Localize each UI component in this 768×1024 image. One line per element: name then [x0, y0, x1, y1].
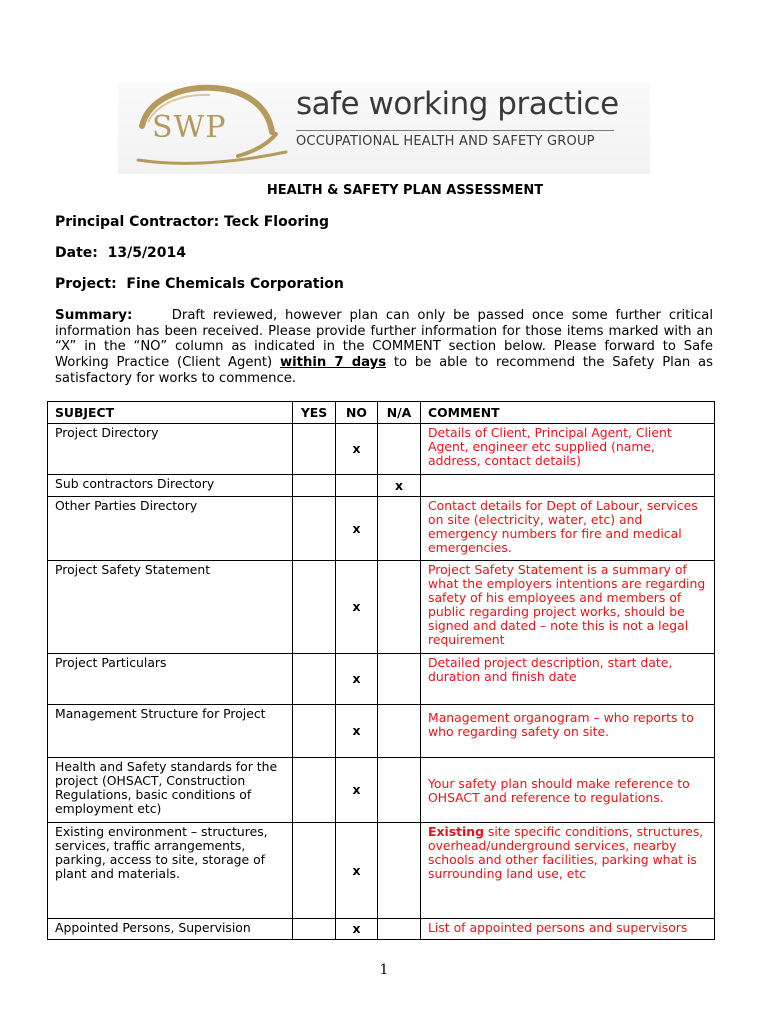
logo-title: safe working practice [296, 86, 619, 122]
table-row [48, 424, 715, 475]
row-no [336, 475, 378, 497]
date-line [55, 245, 186, 261]
header-yes: YES [293, 402, 336, 424]
row-yes [293, 919, 336, 940]
row-comment: Management organogram – who reports to who regarding safety on site. [421, 705, 715, 758]
summary-text-1: Draft reviewed, however plan can only be passed once some further critical information has been received. Please provide further information for those items marked with an “X” in the “NO” column as indicated in the COMMENT section below. Please forward to Safe Working Practice (Client Agent) [55, 308, 713, 371]
row-comment: Your safety plan should make reference to OHSACT and reference to regulations. [421, 758, 715, 823]
header-no: NO [336, 402, 378, 424]
project-label: Project: [55, 276, 117, 292]
table-row [48, 705, 715, 758]
date-value: 13/5/2014 [107, 245, 187, 261]
row-no: x [336, 705, 378, 758]
row-no: x [336, 561, 378, 654]
row-yes [293, 497, 336, 561]
row-subject: Sub contractors Directory [48, 475, 293, 497]
row-no: x [336, 823, 378, 919]
row-comment: Contact details for Dept of Labour, services on site (electricity, water, etc) and emergency numbers for fire and medical emergencies. [421, 497, 715, 561]
row-na [378, 705, 421, 758]
header-subject: SUBJECT [48, 402, 293, 424]
row-na [378, 497, 421, 561]
row-subject: Management Structure for Project [48, 705, 293, 758]
row-subject: Existing environment – structures, services, traffic arrangements, parking, access to site, storage of plant and materials. [48, 823, 293, 919]
row-yes [293, 705, 336, 758]
row-na [378, 823, 421, 919]
row-comment: Project Safety Statement is a summary of what the employers intentions are regarding safety of his employees and members of public regarding project works, should be signed and dated – note this is not a legal requirement [421, 561, 715, 654]
row-subject: Project Safety Statement [48, 561, 293, 654]
comment-bold-lead: Existing [428, 824, 484, 839]
page-number: 1 [379, 962, 389, 978]
row-na: x [378, 475, 421, 497]
logo-subtitle: OCCUPATIONAL HEALTH AND SAFETY GROUP [296, 134, 595, 149]
summary-emphasis: within 7 days [279, 355, 387, 371]
summary-text-2: to be able to recommend the Safety Plan as satisfactory for works to commence. [55, 355, 713, 386]
row-na [378, 654, 421, 705]
row-comment: List of appointed persons and supervisors [421, 919, 715, 940]
summary-paragraph [55, 308, 713, 387]
row-subject: Appointed Persons, Supervision [48, 919, 293, 940]
principal-contractor: Principal Contractor: Teck Flooring [55, 214, 330, 230]
row-subject: Other Parties Directory [48, 497, 293, 561]
header-na: N/A [378, 402, 421, 424]
table-header-row [48, 402, 715, 424]
table-row [48, 758, 715, 823]
row-subject: Health and Safety standards for the project (OHSACT, Construction Regulations, basic conditions of employment etc) [48, 758, 293, 823]
row-na [378, 758, 421, 823]
table-row [48, 561, 715, 654]
row-yes [293, 561, 336, 654]
row-no: x [336, 497, 378, 561]
table-row [48, 919, 715, 940]
row-yes [293, 424, 336, 475]
logo-divider [296, 130, 614, 131]
row-yes [293, 823, 336, 919]
table-row [48, 654, 715, 705]
comment-text: site specific conditions, structures, overhead/underground services, nearby schools and other facilities, parking what is surrounding land use, etc [428, 824, 704, 881]
row-comment: Details of Client, Principal Agent, Client Agent, engineer etc supplied (name, address, contact details) [421, 424, 715, 475]
document-title: HEALTH & SAFETY PLAN ASSESSMENT [266, 183, 544, 198]
row-no: x [336, 424, 378, 475]
assessment-table [47, 401, 715, 940]
row-no: x [336, 654, 378, 705]
project-line [55, 276, 344, 292]
row-subject: Project Directory [48, 424, 293, 475]
row-yes [293, 475, 336, 497]
header-comment: COMMENT [421, 402, 715, 424]
logo-abbreviation: SWP [152, 110, 227, 145]
row-no: x [336, 758, 378, 823]
row-yes [293, 758, 336, 823]
table-row [48, 475, 715, 497]
row-no: x [336, 919, 378, 940]
row-subject: Project Particulars [48, 654, 293, 705]
row-na [378, 561, 421, 654]
table-row [48, 497, 715, 561]
row-comment [421, 823, 715, 919]
row-na [378, 919, 421, 940]
row-comment [421, 475, 715, 497]
company-logo [118, 82, 650, 174]
date-label: Date: [55, 245, 98, 261]
row-na [378, 424, 421, 475]
project-value: Fine Chemicals Corporation [126, 276, 344, 292]
row-comment: Detailed project description, start date, duration and finish date [421, 654, 715, 705]
summary-label: Summary: [55, 307, 133, 323]
table-row [48, 823, 715, 919]
row-yes [293, 654, 336, 705]
